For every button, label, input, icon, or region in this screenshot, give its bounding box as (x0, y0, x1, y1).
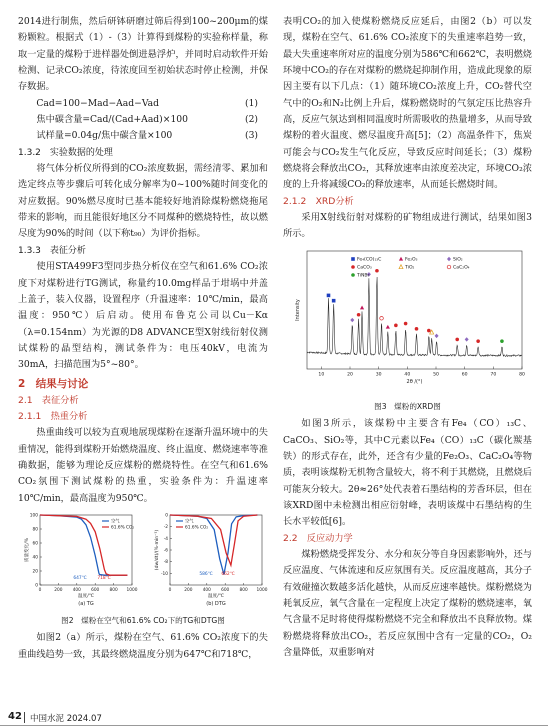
x-tick-label: 70 (490, 372, 497, 378)
y-tick-label: 20 (32, 569, 38, 575)
figure-2 (18, 509, 268, 627)
y-axis-label: 质量变化/% (25, 537, 30, 563)
legend-label: TiO₂ (405, 265, 415, 271)
peak-marker (455, 337, 459, 341)
legend-label: CaC₂O₄ (453, 265, 470, 271)
equation-2 (18, 112, 268, 128)
y-tick-label: -4 (163, 536, 168, 542)
legend-label: Fe₂O₃ (405, 257, 418, 263)
subsection-heading: 2.1 表征分析 (18, 394, 79, 406)
equation-3 (18, 128, 268, 144)
x-tick-label: 0 (168, 587, 172, 593)
x-tick-label: 1000 (256, 587, 268, 593)
equation-text: Cad=100−Mad−Aad−Vad (36, 97, 160, 109)
temperature-annotation: 662℃ (221, 571, 235, 577)
legend-label: Fe₄(CO)₁₃C (357, 257, 382, 263)
legend-marker (351, 265, 355, 269)
dtg-panel (154, 512, 268, 607)
peak-marker (327, 293, 331, 297)
peak-marker (386, 325, 390, 329)
xrd-plot (283, 245, 532, 395)
figure-caption: 图2 煤粉在空气和61.6% CO₂下的TG和DTG图 (61, 616, 225, 626)
series-line-air (170, 515, 257, 575)
peak-marker (404, 322, 408, 326)
equation-number: (3) (244, 130, 258, 142)
legend-label: 61.6% CO₂ (111, 525, 135, 531)
x-tick-label: 1000 (126, 587, 138, 593)
footer-divider (24, 712, 25, 723)
x-tick-label: 0 (38, 587, 42, 593)
legend-marker (447, 257, 451, 261)
paragraph: 2014进行制焦，然后研钵研磨过筛后得到100~200μm的煤粉颗粒。根据式（1）-（3）计算得到煤粉的实验称样量，称取一定量的煤粉于进样器处倒进悬浮炉，并同时启动软件开始检测、记录CO₂浓度，待浓度回至初始状态时停止检测，并保存数据。 (18, 16, 268, 93)
x-tick-label: 10 (318, 372, 325, 378)
subsubsection-heading: 2.1.1 热重分析 (18, 410, 88, 422)
legend-marker (351, 273, 355, 277)
y-axis-label: Intensity (295, 298, 301, 321)
temperature-annotation: 718℃ (97, 575, 111, 581)
y-tick-label: -8 (163, 560, 168, 566)
right-column (283, 14, 532, 661)
peak-marker (500, 339, 504, 343)
legend-label: CaCO₃ (357, 265, 372, 271)
peak-marker (465, 337, 469, 341)
peak-marker (332, 299, 336, 303)
paragraph: 如图2（a）所示，煤粉在空气、61.6% CO₂浓度下的失重曲线趋势一致，其最终燃烧温度分别为647℃和718℃， (18, 632, 268, 660)
peak-marker (360, 305, 364, 309)
panel-label: (b) DTG (206, 600, 226, 607)
plot-frame (307, 251, 522, 369)
tg-panel (23, 512, 138, 607)
series-line-co2 (170, 515, 257, 565)
legend-marker (399, 265, 403, 269)
paragraph: 煤粉燃烧受挥发分、水分和灰分等自身因素影响外，还与反应温度、气体流速和反应氛围有关。反应温度越高，其分子有效碰撞次数越多活化越快，从而反应速率越快。煤粉燃烧为耗氧反应，氧气含量在一定程度上决定了煤粉的燃烧速率，氧气含量不足时将使得煤粉燃烧不完全和释放出不良释放物。煤粉燃烧将释放出CO₂，若反应氛围中含有一定量的CO₂，O₂含量降低，双重影响对 (283, 548, 532, 658)
peak-marker (375, 269, 379, 273)
x-tick-label: 60 (461, 372, 468, 378)
plot-frame (170, 515, 262, 585)
x-tick-label: 400 (202, 587, 211, 593)
equation-text: 试样量=0.04g/焦中碳含量×100 (36, 130, 173, 142)
y-tick-label: 0 (35, 583, 38, 589)
paragraph: 热重曲线可以较为直观地展现煤粉在逐渐升温环境中的失重情况，能得到煤粉开始燃烧温度、终止温度、燃烧速率等准确数据，能够为理论反应煤粉的燃烧特性。在空气和61.6% CO₂氛围下测试煤粉的热重，实验条件为：升温速率10℃/min，最高温度为950℃。 (18, 427, 268, 504)
paragraph: 将气体分析仪所得到的CO₂浓度数据，需经清零、累加和选定终点等步骤后可转化成分解率为0~100%随时间变化的对应数据。90%燃尽度时已基本能较好地消除煤粉燃烧拖尾带来的影响，而且能很好地区分不同煤种的燃烧特性，故以燃尽度为90%的时间（以下称t₉₀）为评价指标。 (18, 163, 268, 240)
y-axis-label: (dw/dt)/(%·min⁻¹) (155, 529, 160, 571)
paragraph: 表明CO₂的加入使煤粉燃烧反应延后，由图2（b）可以发现，煤粉在空气、61.6% CO₂浓度下的失重速率趋势一致，最大失重速率所对应的温度分别为586℃和662℃，表明燃烧环境中CO₂的存在对煤粉的燃烧起抑制作用，造成此现象的原因主要有以下几点：（1）随环境CO₂浓度上升，CO₂替代空气中的O₂和N₂比例上升后，煤粉燃烧时的气氛定压比热容升高，反应气氛达到相同温度时所需吸收的热量增多，从而导致煤粉的着火温度、燃尽温度升高[5]；（2）高温条件下，焦炭可能会与CO₂发生气化反应，导致反应时间延长；（3）煤粉燃烧将会释放出CO₂，其释放速率由浓度差决定，环境CO₂浓度的上升将减缓CO₂的释放速率，从而延长燃烧时间。 (283, 16, 532, 191)
paragraph: 采用X射线衍射对煤粉的矿物组成进行测试，结果如图3所示。 (283, 212, 532, 240)
paragraph: 使用STA499F3型同步热分析仪在空气和61.6% CO₂浓度下对煤粉进行TG测试，称量约10.0mg样品于坩埚中并盖上盖子，装入仪器，设置程序（升温速率：10℃/min，最高温度：950℃）后启动。使用布鲁克公司以Cu－Kα（λ=0.154nm）为光源的D8 ADVANCE型X射线衍射仪测试煤粉的晶型结构，测试条件为：电压40kV，电流为30mA，扫描范围为5°~80°。 (18, 261, 268, 371)
left-column (18, 14, 268, 663)
panel-label: (a) TG (78, 600, 94, 607)
temperature-annotation: 647℃ (73, 575, 87, 581)
peak-marker (427, 329, 431, 333)
x-axis-label: 2θ /(°) (406, 378, 423, 385)
subsection-heading: 1.3.2 实验数据的处理 (18, 147, 113, 158)
figure-caption: 图3 煤粉的XRD图 (374, 402, 441, 412)
peak-marker (476, 339, 480, 343)
x-tick-label: 800 (109, 587, 118, 593)
x-tick-label: 600 (91, 587, 100, 593)
legend-label: TiNBr (357, 273, 370, 279)
y-tick-label: -2 (163, 525, 168, 531)
peak-marker (357, 313, 361, 317)
x-tick-label: 200 (54, 587, 63, 593)
y-tick-label: -6 (163, 548, 168, 554)
peak-marker (435, 333, 439, 337)
equation-text: 焦中碳含量=Cad/(Cad+Aad)×100 (36, 114, 188, 126)
legend-label: SiO₂ (453, 257, 463, 263)
legend-marker (447, 265, 451, 269)
subsection-heading: 1.3.3 表征分析 (18, 245, 86, 256)
subsection-heading: 2.2 反应动力学 (283, 532, 353, 544)
legend-marker (351, 257, 355, 261)
peak-marker (415, 327, 419, 331)
x-tick-label: 80 (519, 372, 525, 378)
page-footer (0, 710, 548, 726)
figure-3 (283, 245, 532, 413)
legend-label: 空气 (185, 519, 194, 525)
y-tick-label: 60 (32, 541, 38, 547)
y-tick-label: 100 (29, 513, 38, 519)
figure-2-plots (18, 509, 268, 609)
journal-name: 中国水泥 2024.07 (30, 714, 102, 724)
x-tick-label: 800 (239, 587, 248, 593)
temperature-annotation: 586℃ (199, 571, 213, 577)
x-tick-label: 20 (347, 372, 353, 378)
xrd-legend (351, 257, 469, 279)
section-heading: 2 结果与讨论 (18, 377, 89, 390)
y-tick-label: 0 (165, 513, 168, 519)
x-tick-label: 600 (221, 587, 230, 593)
x-axis-label: 温度/℃ (208, 593, 224, 599)
legend-label: 61.6% CO₂ (185, 525, 209, 531)
x-tick-label: 30 (375, 372, 382, 378)
y-tick-label: -10 (160, 571, 168, 577)
y-tick-label: 40 (32, 555, 38, 561)
equation-number: (1) (244, 97, 258, 109)
xrd-pattern-line (307, 277, 522, 356)
legend-label: 空气 (111, 519, 120, 525)
equation-number: (2) (244, 114, 258, 126)
x-tick-label: 200 (184, 587, 193, 593)
subsubsection-heading: 2.1.2 XRD分析 (283, 195, 354, 207)
peak-marker (350, 318, 354, 322)
x-tick-label: 400 (72, 587, 81, 593)
x-axis-label: 温度/℃ (78, 593, 94, 599)
y-tick-label: 80 (32, 527, 38, 533)
peak-marker (394, 323, 398, 327)
page-number: 42 (8, 711, 22, 722)
peak-marker (380, 316, 384, 320)
x-tick-label: 50 (433, 372, 439, 378)
x-tick-label: 40 (404, 372, 411, 378)
legend-marker (399, 257, 403, 261)
equation-1 (18, 96, 268, 112)
paragraph: 如图3所示，该煤粉中主要含有Fe₄（CO）₁₃C、CaCO₃、SiO₂等，其中C元素以Fe₄（CO）₁₃C（碳化羰基铁）的形式存在，此外，还含有少量的Fe₂O₃、CaC₂O₄等物质，表明该煤粉无机物含量较大，将不利于其燃烧，且燃烧后可能灰分较大。2θ≈26°处代表着石墨结构的芳香环层，但在该XRD图中未检测出相应衍射峰，表明该煤中石墨结构的生长水平较低[6]。 (283, 418, 532, 528)
